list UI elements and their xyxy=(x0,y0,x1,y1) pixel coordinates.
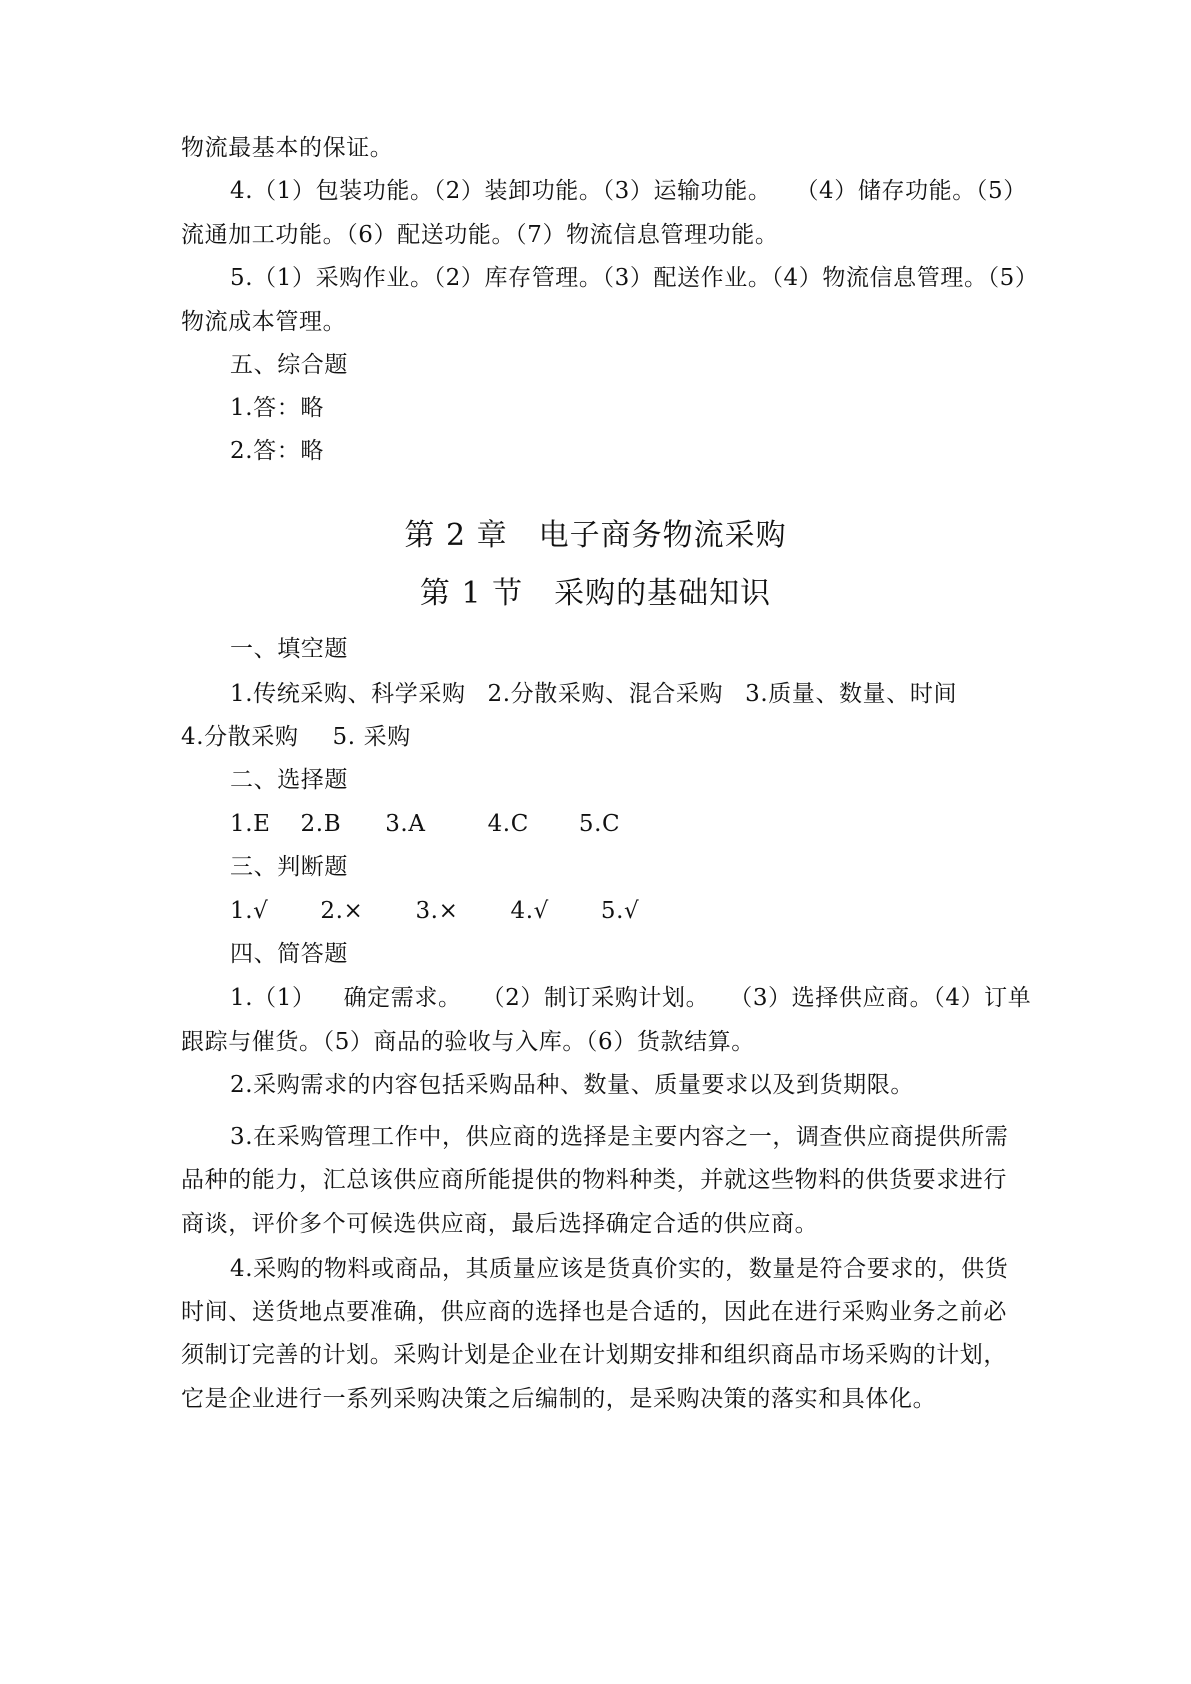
section-heading: 一、填空题 xyxy=(230,636,348,662)
paragraph-line: 2.采购需求的内容包括采购品种、数量、质量要求以及到货期限。 xyxy=(230,1072,914,1098)
answer-text: 3.质量、数量、时间 xyxy=(745,681,958,707)
answer-text: （3）选择供应商。（4）订单 xyxy=(729,985,1032,1011)
choice-answer: 3.A xyxy=(385,811,426,837)
answer-text: 4.（1）包装功能。（2）装卸功能。（3）运输功能。 xyxy=(230,178,772,204)
choice-answer: 2.B xyxy=(300,811,342,837)
section-heading: 三、判断题 xyxy=(230,854,348,880)
answer-line: 2.答：略 xyxy=(230,438,324,464)
answer-text: 确定需求。 xyxy=(343,985,462,1011)
answer-text: 2.分散采购、混合采购 xyxy=(487,681,724,707)
paragraph-line xyxy=(230,177,1027,205)
judge-answer: 2.× xyxy=(320,898,364,924)
answer-line xyxy=(230,680,957,708)
answer-text: 1.（1） xyxy=(230,985,316,1011)
answer-text: 4.分散采购 xyxy=(181,724,299,750)
choice-answer: 5.C xyxy=(578,811,621,837)
answer-text: 1.传统采购、科学采购 xyxy=(230,681,466,707)
chapter-title: 第 2 章 电子商务物流采购 xyxy=(404,518,787,553)
answer-text: 5. 采购 xyxy=(332,724,411,750)
paragraph-line xyxy=(230,984,1031,1012)
answer-line xyxy=(230,810,620,838)
judge-answer: 4.√ xyxy=(510,898,549,924)
section-heading: 五、综合题 xyxy=(230,352,348,378)
section-title: 第 1 节 采购的基础知识 xyxy=(419,576,772,611)
paragraph-line: 品种的能力，汇总该供应商所能提供的物料种类，并就这些物料的供货要求进行 xyxy=(181,1167,1007,1193)
choice-answer: 1.E xyxy=(230,811,271,837)
answer-line xyxy=(181,723,411,751)
answer-text: （4）储存功能。（5） xyxy=(795,178,1027,204)
paragraph-line: 流通加工功能。（6）配送功能。（7）物流信息管理功能。 xyxy=(181,222,779,248)
paragraph-line: 跟踪与催货。（5）商品的验收与入库。（6）货款结算。 xyxy=(181,1029,755,1055)
choice-answer: 4.C xyxy=(487,811,529,837)
paragraph-line: 须制订完善的计划。采购计划是企业在计划期安排和组织商品市场采购的计划， xyxy=(181,1342,1007,1368)
answer-line xyxy=(230,897,639,925)
paragraph-line: 商谈，评价多个可候选供应商，最后选择确定合适的供应商。 xyxy=(181,1211,819,1237)
paragraph-line: 时间、送货地点要准确，供应商的选择也是合适的，因此在进行采购业务之前必 xyxy=(181,1299,1007,1325)
paragraph-line: 5.（1）采购作业。（2）库存管理。（3）配送作业。（4）物流信息管理。（5） xyxy=(230,265,1039,291)
answer-line: 1.答：略 xyxy=(230,395,324,421)
paragraph-line: 4.采购的物料或商品，其质量应该是货真价实的，数量是符合要求的，供货 xyxy=(230,1256,1009,1282)
paragraph-line: 物流最基本的保证。 xyxy=(181,135,394,161)
judge-answer: 5.√ xyxy=(600,898,640,924)
paragraph-line: 它是企业进行一系列采购决策之后编制的，是采购决策的落实和具体化。 xyxy=(181,1386,937,1412)
section-heading: 二、选择题 xyxy=(230,767,348,793)
judge-answer: 1.√ xyxy=(230,898,269,924)
paragraph-line: 3.在采购管理工作中，供应商的选择是主要内容之一，调查供应商提供所需 xyxy=(230,1124,1009,1150)
answer-text: （2）制订采购计划。 xyxy=(481,985,710,1011)
section-heading: 四、简答题 xyxy=(230,941,348,967)
judge-answer: 3.× xyxy=(415,898,459,924)
paragraph-line: 物流成本管理。 xyxy=(181,309,347,335)
